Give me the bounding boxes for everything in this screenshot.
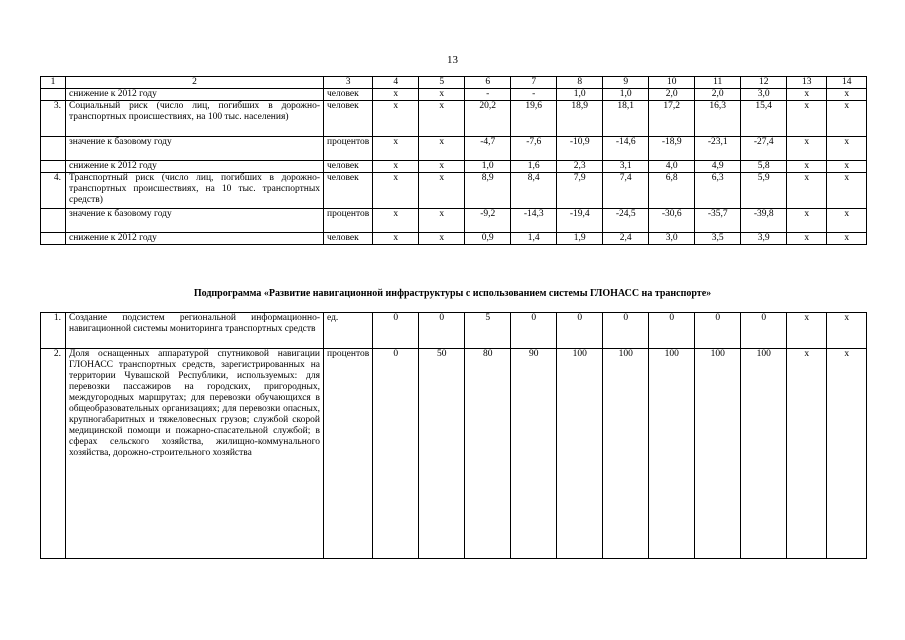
value-cell: x [373,101,419,137]
value-cell: x [827,349,867,559]
value-cell: x [373,209,419,233]
subprogram-title: Подпрограмма «Развитие навигационной инфраструктуры с использованием системы ГЛОНАСС на транспорте» [193,288,712,299]
value-cell: x [373,89,419,101]
value-cell: 16,3 [695,101,741,137]
header-cell: 12 [741,77,787,89]
row-unit: человек [324,161,373,173]
value-cell: 0 [557,313,603,349]
value-cell: 0 [695,313,741,349]
header-cell: 3 [324,77,373,89]
value-cell: 2,0 [695,89,741,101]
value-cell: x [419,137,465,161]
value-cell: 7,9 [557,173,603,209]
value-cell: 100 [741,349,787,559]
value-cell: 2,3 [557,161,603,173]
value-cell: -24,5 [603,209,649,233]
value-cell: 7,4 [603,173,649,209]
value-cell: x [827,101,867,137]
value-cell: 100 [557,349,603,559]
value-cell: x [827,137,867,161]
value-cell: 1,0 [603,89,649,101]
table-row [41,101,867,137]
value-cell: x [827,173,867,209]
value-cell: x [419,209,465,233]
value-cell: -10,9 [557,137,603,161]
value-cell: 0 [649,313,695,349]
row-index [41,161,66,173]
value-cell: 4,9 [695,161,741,173]
row-description: снижение к 2012 году [66,233,324,245]
row-unit: процентов [324,349,373,559]
value-cell: 15,4 [741,101,787,137]
value-cell: x [787,209,827,233]
value-cell: x [787,137,827,161]
row-unit: процентов [324,137,373,161]
value-cell: 100 [603,349,649,559]
value-cell: x [373,173,419,209]
row-index: 2. [41,349,66,559]
value-cell: 3,0 [649,233,695,245]
header-cell: 5 [419,77,465,89]
row-index: 1. [41,313,66,349]
value-cell: 4,0 [649,161,695,173]
row-description: снижение к 2012 году [66,161,324,173]
row-index [41,137,66,161]
value-cell: -39,8 [741,209,787,233]
value-cell: 3,1 [603,161,649,173]
table-row [41,209,867,233]
value-cell: x [787,313,827,349]
value-cell: 20,2 [465,101,511,137]
value-cell: 1,4 [511,233,557,245]
row-index: 4. [41,173,66,209]
row-unit: процентов [324,209,373,233]
value-cell: -30,6 [649,209,695,233]
value-cell: x [827,209,867,233]
value-cell: - [511,89,557,101]
value-cell: x [373,233,419,245]
value-cell: 1,0 [557,89,603,101]
value-cell: 3,0 [741,89,787,101]
value-cell: -9,2 [465,209,511,233]
value-cell: x [787,349,827,559]
header-cell: 10 [649,77,695,89]
row-unit: человек [324,233,373,245]
value-cell: 1,6 [511,161,557,173]
value-cell: x [827,313,867,349]
value-cell: 17,2 [649,101,695,137]
value-cell: x [787,89,827,101]
value-cell: 80 [465,349,511,559]
value-cell: 5,9 [741,173,787,209]
header-cell: 11 [695,77,741,89]
row-index [41,89,66,101]
value-cell: x [419,101,465,137]
value-cell: 0 [603,313,649,349]
value-cell: 19,6 [511,101,557,137]
row-description: Доля оснащенных аппаратурой спутниковой навигации ГЛОНАСС транспортных средств, зарегистрированных на территории Чувашской Республики, используемых: для перевозки пассажиров на городских, пригородных, междугородных маршрутах; для перевозки обучающихся в общеобразовательных организациях; для перевозки опасных, крупногабаритных и тяжеловесных грузов; службой скорой медицинской помощи и пожарно-спасательной службой; в сферах сельского хозяйства, жилищно-коммунального хозяйства, дорожно-строительного хозяйства [66,349,324,559]
header-cell: 1 [41,77,66,89]
value-cell: 90 [511,349,557,559]
value-cell: -7,6 [511,137,557,161]
value-cell: -14,3 [511,209,557,233]
value-cell: 6,8 [649,173,695,209]
value-cell: -35,7 [695,209,741,233]
value-cell: 0,9 [465,233,511,245]
value-cell: 8,9 [465,173,511,209]
row-description: значение к базовому году [66,137,324,161]
table-header-row [41,77,867,89]
value-cell: x [827,89,867,101]
value-cell: 0 [741,313,787,349]
value-cell: 0 [511,313,557,349]
value-cell: 18,1 [603,101,649,137]
value-cell: x [419,233,465,245]
header-cell: 14 [827,77,867,89]
value-cell: 50 [419,349,465,559]
value-cell: -4,7 [465,137,511,161]
value-cell: 5 [465,313,511,349]
value-cell: x [787,161,827,173]
row-index [41,233,66,245]
value-cell: -14,6 [603,137,649,161]
row-description: Социальный риск (число лиц, погибших в дорожно-транспортных происшествиях, на 100 тыс. населения) [66,101,324,137]
header-cell: 8 [557,77,603,89]
value-cell: - [465,89,511,101]
value-cell: x [787,233,827,245]
row-unit: человек [324,173,373,209]
value-cell: -23,1 [695,137,741,161]
value-cell: x [419,161,465,173]
row-unit: человек [324,89,373,101]
row-description: значение к базовому году [66,209,324,233]
value-cell: -19,4 [557,209,603,233]
value-cell: 3,9 [741,233,787,245]
row-index [41,209,66,233]
value-cell: -18,9 [649,137,695,161]
table-row [41,349,867,559]
value-cell: 6,3 [695,173,741,209]
page-number: 13 [447,54,458,66]
table-row [41,161,867,173]
header-cell: 2 [66,77,324,89]
value-cell: x [419,173,465,209]
row-unit: человек [324,101,373,137]
table-row [41,313,867,349]
value-cell: 0 [373,349,419,559]
value-cell: x [787,173,827,209]
value-cell: 8,4 [511,173,557,209]
row-description: Создание подсистем региональной информационно-навигационной системы мониторинга транспортных средств [66,313,324,349]
value-cell: 18,9 [557,101,603,137]
table-row [41,137,867,161]
header-cell: 4 [373,77,419,89]
value-cell: 100 [695,349,741,559]
value-cell: x [373,137,419,161]
value-cell: -27,4 [741,137,787,161]
value-cell: 0 [419,313,465,349]
value-cell: x [373,161,419,173]
value-cell: 1,0 [465,161,511,173]
value-cell: x [787,101,827,137]
header-cell: 9 [603,77,649,89]
table-row [41,173,867,209]
value-cell: 2,4 [603,233,649,245]
value-cell: x [827,161,867,173]
value-cell: 1,9 [557,233,603,245]
header-cell: 6 [465,77,511,89]
value-cell: 5,8 [741,161,787,173]
value-cell: x [827,233,867,245]
value-cell: 3,5 [695,233,741,245]
value-cell: 2,0 [649,89,695,101]
table-row [41,89,867,101]
row-index: 3. [41,101,66,137]
row-unit: ед. [324,313,373,349]
header-cell: 7 [511,77,557,89]
indicators-table-2 [40,312,867,559]
table-row [41,233,867,245]
value-cell: 0 [373,313,419,349]
row-description: Транспортный риск (число лиц, погибших в дорожно-транспортных происшествиях, на 10 тыс. транспортных средств) [66,173,324,209]
header-cell: 13 [787,77,827,89]
value-cell: x [419,89,465,101]
row-description: снижение к 2012 году [66,89,324,101]
indicators-table-1 [40,76,867,245]
value-cell: 100 [649,349,695,559]
